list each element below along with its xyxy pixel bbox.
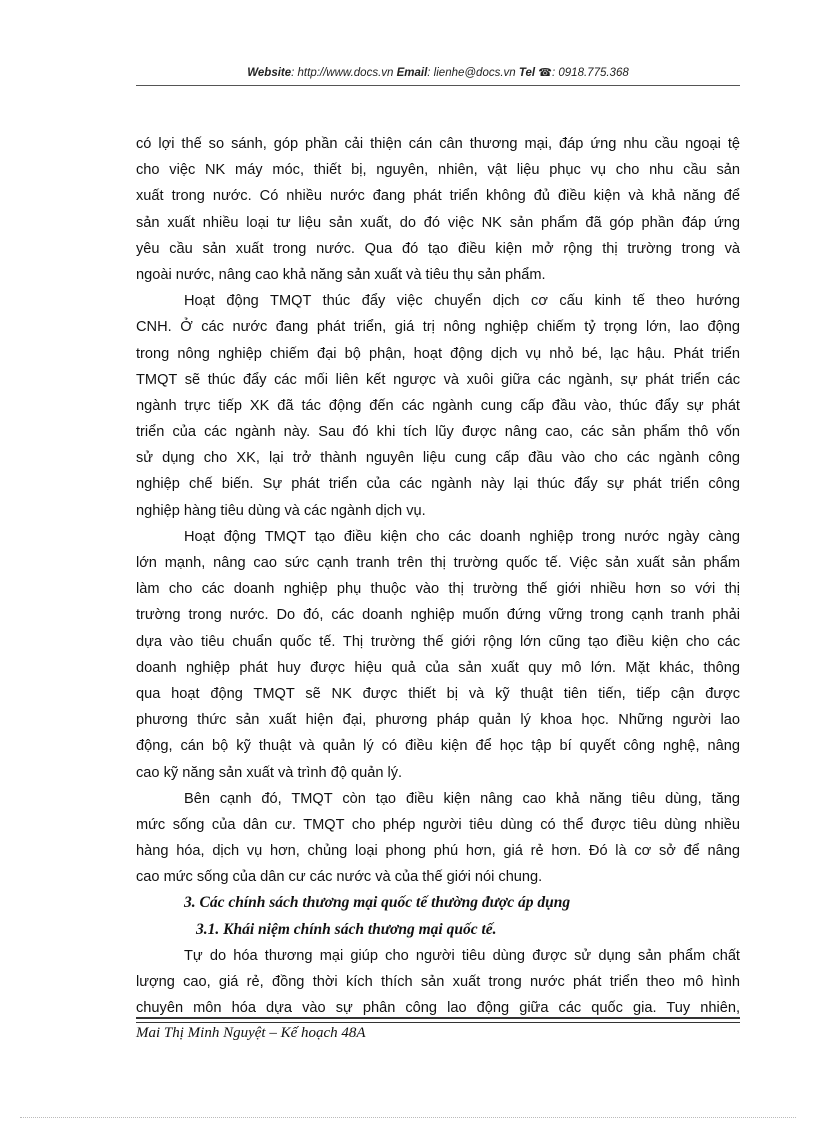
text-line: phương thức sản xuất hiện đại, phương pháp quản lý khoa học. Những người lao bbox=[136, 712, 740, 729]
text-line: động, cán bộ kỹ thuật và quản lý có điều kiện để học tập bí quyết công nghệ, nâng bbox=[136, 738, 740, 755]
header-rule bbox=[136, 85, 740, 86]
text-line: cao mức sống của dân cư các nước và của thế giới nói chung. bbox=[136, 869, 543, 886]
subsection-heading: 3.1. Khái niệm chính sách thương mại quốc tế. bbox=[196, 920, 497, 938]
text-line: mức sống của dân cư. TMQT cho phép người tiêu dùng có thể được tiêu dùng nhiều bbox=[136, 816, 740, 833]
text-line: CNH. Ở các nước đang phát triển, giá trị nông nghiệp chiếm tỷ trọng lớn, lao động bbox=[136, 319, 740, 336]
footer-rule-thick bbox=[136, 1017, 740, 1019]
text-line: có lợi thế so sánh, góp phần cải thiện cán cân thương mại, đáp ứng nhu cầu ngoại tệ bbox=[136, 136, 740, 152]
phone-icon: ☎ bbox=[538, 67, 552, 79]
tel-value: : 0918.775.368 bbox=[552, 67, 629, 79]
document-body bbox=[136, 131, 740, 1021]
text-line: qua hoạt động TMQT sẽ NK được thiết bị và kỹ thuật tiên tiến, tiếp cận được bbox=[136, 685, 740, 702]
page-footer: Mai Thị Minh Nguyệt – Kế hoạch 48A bbox=[136, 1025, 366, 1041]
email-value: : lienhe@docs.vn bbox=[427, 67, 516, 79]
text-line: dựa vào tiêu chuẩn quốc tế. Thị trường thế giới rộng lớn cũng tạo điều kiện cho các bbox=[136, 633, 740, 650]
text-line: doanh nghiệp phát huy được hiệu quả của sản xuất quy mô lớn. Mặt khác, thông bbox=[136, 659, 740, 676]
paragraph-2 bbox=[136, 288, 740, 524]
page-bottom-dotted-line bbox=[20, 1117, 796, 1118]
text-line: lượng cao, giá rẻ, đồng thời kích thích sản xuất trong nước phát triển theo mô hình bbox=[136, 974, 740, 990]
text-line: hàng hóa, dịch vụ hơn, chủng loại phong phú hơn, giá rẻ hơn. Đó là cơ sở để nâng bbox=[136, 843, 740, 860]
text-line: Bên cạnh đó, TMQT còn tạo điều kiện nâng cao khả năng tiêu dùng, tăng bbox=[184, 790, 740, 807]
paragraph-5 bbox=[136, 943, 740, 1022]
text-line: sử dụng cho XK, lại trở thành nguyên liệu cung cấp đầu vào cho các ngành công bbox=[136, 450, 740, 467]
text-line: Hoạt động TMQT tạo điều kiện cho các doanh nghiệp trong nước ngày càng bbox=[184, 528, 740, 545]
footer-rule-thin bbox=[136, 1022, 740, 1023]
section-heading: 3. Các chính sách thương mại quốc tế thường được áp dụng bbox=[184, 894, 571, 912]
paragraph-3 bbox=[136, 524, 740, 786]
text-line: trường trong nước. Do đó, các doanh nghiệp muốn đứng vững trong cạnh tranh phải bbox=[136, 607, 740, 624]
text-line: xuất trong nước. Có nhiều nước đang phát triển không đủ điều kiện và khả năng để bbox=[136, 188, 740, 205]
paragraph-1 bbox=[136, 131, 740, 288]
text-line: sản xuất nhiều loại tư liệu sản xuất, do đó việc NK sản phẩm đã góp phần đáp ứng bbox=[136, 214, 740, 231]
text-line: nghiệp hàng tiêu dùng và các ngành dịch vụ. bbox=[136, 502, 426, 519]
text-line: lớn mạnh, nâng cao sức cạnh tranh trên thị trường quốc tế. Việc sản xuất sản phẩm bbox=[136, 555, 740, 571]
website-value: : http://www.docs.vn bbox=[291, 67, 394, 79]
text-line: nghiệp chế biến. Sự phát triển của các ngành này lại thúc đẩy sự phát triển công bbox=[136, 476, 740, 493]
text-line: Hoạt động TMQT thúc đẩy việc chuyển dịch cơ cấu kinh tế theo hướng bbox=[184, 293, 740, 310]
website-label: Website bbox=[247, 67, 292, 79]
text-line: cao kỹ năng sản xuất và trình độ quản lý. bbox=[136, 764, 403, 781]
text-line: cho việc NK máy móc, thiết bị, nguyên, nhiên, vật liệu phục vụ cho nhu cầu sản bbox=[136, 162, 740, 179]
text-line: làm cho các doanh nghiệp phụ thuộc vào thị trường thế giới nhiều hơn so với thị bbox=[136, 581, 740, 598]
text-line: ngành trực tiếp XK đã tác động đến các ngành cung cấp đầu vào, thúc đẩy sự phát bbox=[136, 397, 740, 414]
text-line: trong nông nghiệp chiếm đại bộ phận, hoạt động dịch vụ nhỏ bé, lạc hậu. Phát triển bbox=[136, 345, 740, 362]
text-line: yêu cầu sản xuất trong nước. Qua đó tạo điều kiện mở rộng thị trường trong và bbox=[136, 240, 740, 257]
text-line: ngoài nước, nâng cao khả năng sản xuất và tiêu thụ sản phẩm. bbox=[136, 266, 546, 283]
page-header bbox=[136, 66, 740, 79]
text-line: TMQT sẽ thúc đẩy các mối liên kết ngược và xuôi giữa các ngành, sự phát triển các bbox=[136, 371, 740, 388]
tel-label: Tel bbox=[518, 67, 536, 79]
text-line: triển của các ngành này. Sau đó khi tích lũy được nâng cao, các sản phẩm thô vốn bbox=[136, 424, 740, 441]
paragraph-4 bbox=[136, 786, 740, 891]
email-label: Email bbox=[396, 67, 428, 79]
text-line: chuyên môn hóa dựa vào sự phân công lao động giữa các quốc gia. Tuy nhiên, bbox=[136, 1000, 740, 1017]
text-line: Tự do hóa thương mại giúp cho người tiêu dùng được sử dụng sản phẩm chất bbox=[184, 947, 740, 964]
